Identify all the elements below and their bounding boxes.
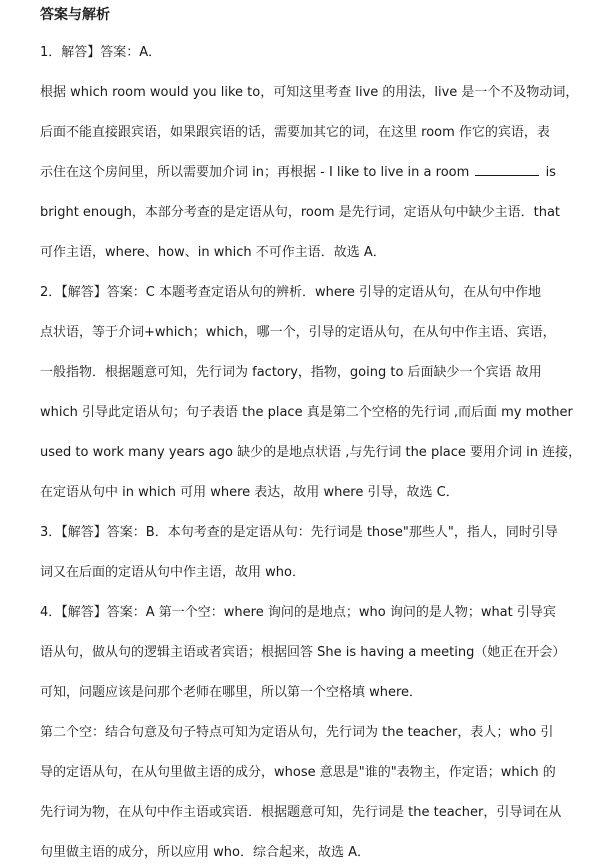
text-line-16: 语从句，做从句的逻辑主语或者宾语；根据回答 She is having a meeting（她正在开会）	[40, 645, 566, 660]
page-title: 答案与解析	[40, 7, 110, 23]
text-line-8: 点状语，等于介词+which；which，哪一个，引导的定语从句，在从句中作主语、宾语，	[40, 325, 556, 340]
text-line-4-tail: is	[545, 165, 556, 180]
text-line-20: 先行词为物，在从句中作主语或宾语．根据题意可知，先行词是 the teacher，引导词在从	[40, 805, 562, 820]
answer-blank	[475, 163, 539, 176]
text-line-15: 4．【解答】答案：A 第一个空：where 询问的是地点；who 询问的是人物；what 引导宾	[40, 605, 556, 620]
text-line-2: 根据 which room would you like to，可知这里考查 live 的用法，live 是一个不及物动词，	[40, 85, 579, 100]
text-line-14: 词又在后面的定语从句中作主语，故用 who．	[40, 565, 305, 580]
text-line-5: bright enough，本部分考查的是定语从句，room 是先行词，定语从句中缺少主语．that	[40, 205, 561, 220]
text-line-9: 一般指物．根据题意可知，先行词为 factory，指物，going to 后面缺少一个宾语 故用	[40, 365, 542, 380]
text-line-11: used to work many years ago 缺少的是地点状语 ,与先行词 the place 要用介词 in 连接，	[40, 445, 582, 460]
text-line-19: 导的定语从句，在从句里做主语的成分，whose 意思是"谁的"表物主，作定语；which 的	[40, 765, 556, 780]
text-line-10: which 引导此定语从句；句子表语 the place 真是第二个空格的先行词 ,而后面 my mother	[40, 405, 573, 420]
text-line-17: 可知，问题应该是问那个老师在哪里，所以第一个空格填 where．	[40, 685, 423, 700]
text-line-13: 3．【解答】答案：B．本句考查的是定语从句：先行词是 those"那些人"，指人，同时引导	[40, 525, 558, 540]
text-line-12: 在定语从句中 in which 可用 where 表达，故用 where 引导，故选 C．	[40, 485, 459, 500]
text-line-18: 第二个空：结合句意及句子特点可知为定语从句，先行词为 the teacher，表人；who 引	[40, 725, 554, 740]
text-line-7: 2．【解答】答案：C 本题考查定语从句的辨析．where 引导的定语从句，在从句中作地	[40, 285, 542, 300]
text-line-4	[40, 163, 556, 183]
text-line-6: 可作主语，where、how、in which 不可作主语．故选 A．	[40, 245, 386, 260]
text-line-1: 1．解答】答案：A．	[40, 45, 162, 60]
text-line-4-main: 示住在这个房间里，所以需要加介词 in；再根据 - I like to live in a room	[40, 165, 470, 180]
text-line-3: 后面不能直接跟宾语，如果跟宾语的话，需要加其它的词，在这里 room 作它的宾语，表	[40, 125, 550, 140]
text-line-21: 句里做主语的成分，所以应用 who．综合起来，故选 A．	[40, 845, 370, 860]
